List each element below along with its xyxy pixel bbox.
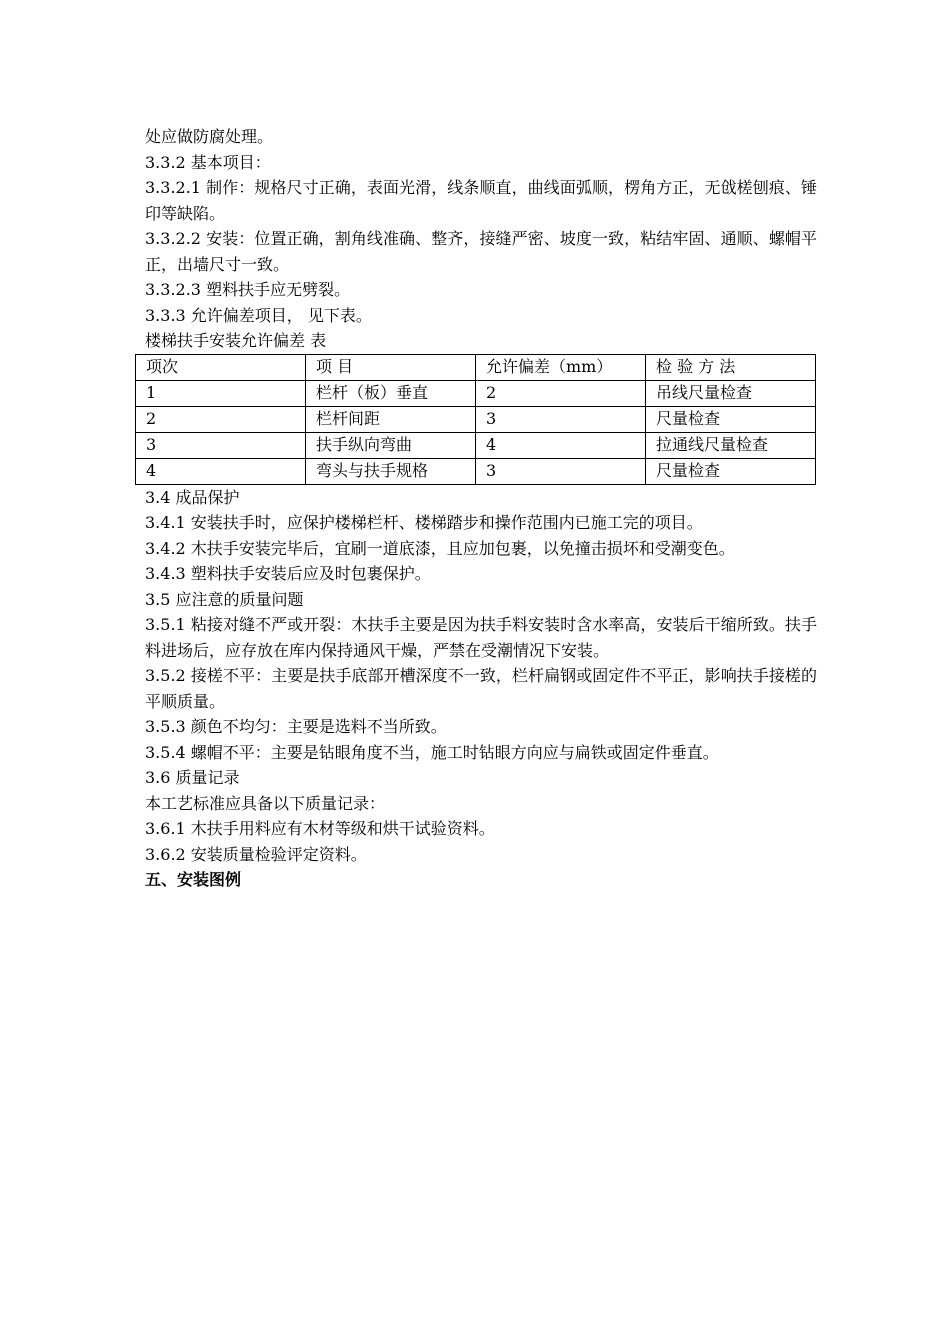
- paragraph: 3.3.2.2 安装：位置正确，割角线准确、整齐，接缝严密、坡度一致，粘结牢固、通顺、螺帽平正，出墙尺寸一致。: [145, 229, 817, 274]
- table-cell: 栏杆（板）垂直: [306, 380, 476, 406]
- paragraph: 3.6 质量记录: [145, 768, 240, 787]
- table-cell: 尺量检查: [646, 406, 816, 432]
- table-cell: 3: [476, 406, 646, 432]
- table-row: [136, 380, 816, 406]
- paragraph: 3.5 应注意的质量问题: [145, 589, 304, 609]
- paragraph: 3.5.3 颜色不均匀：主要是选料不当所致。: [145, 717, 447, 736]
- table-cell: 弯头与扶手规格: [306, 458, 476, 484]
- table-cell: 4: [476, 432, 646, 458]
- table-header-cell: 检 验 方 法: [646, 354, 816, 380]
- table-row: [136, 458, 816, 484]
- table-cell: 3: [476, 458, 646, 484]
- paragraph: 3.6.2 安装质量检验评定资料。: [145, 844, 367, 864]
- paragraph: 3.3.2.1 制作：规格尺寸正确，表面光滑，线条顺直，曲线面弧顺，楞角方正，无戗槎刨痕、锤印等缺陷。: [145, 178, 817, 223]
- table-cell: 2: [476, 380, 646, 406]
- table-row: [136, 432, 816, 458]
- paragraph: 3.5.2 接槎不平：主要是扶手底部开槽深度不一致，栏杆扁钢或固定件不平正，影响扶手接槎的平顺质量。: [145, 666, 817, 711]
- paragraph: 3.3.2.3 塑料扶手应无劈裂。: [145, 280, 351, 299]
- table-cell: 尺量检查: [646, 458, 816, 484]
- paragraph: 3.4 成品保护: [145, 487, 240, 507]
- paragraph: 3.3.2 基本项目：: [145, 152, 271, 172]
- table-cell: 拉通线尺量检查: [646, 432, 816, 458]
- paragraph: 3.5.1 粘接对缝不严或开裂：木扶手主要是因为扶手料安装时含水率高，安装后干缩所致。扶手料进场后，应存放在库内保持通风干燥，严禁在受潮情况下安装。: [145, 615, 817, 660]
- table-row: [136, 406, 816, 432]
- paragraph: 3.6.1 木扶手用料应有木材等级和烘干试验资料。: [145, 819, 495, 838]
- paragraph: 处应做防腐处理。: [145, 127, 274, 146]
- document-page: [145, 124, 817, 893]
- section-heading: 五、安装图例: [145, 870, 242, 889]
- paragraph: 3.3.3 允许偏差项目， 见下表。: [145, 305, 372, 325]
- paragraph: 3.5.4 螺帽不平：主要是钻眼角度不当，施工时钻眼方向应与扁铁或固定件垂直。: [145, 742, 719, 762]
- table-cell: 吊线尺量检查: [646, 380, 816, 406]
- paragraph: 本工艺标准应具备以下质量记录：: [145, 793, 386, 813]
- table-header-cell: 项次: [136, 354, 306, 380]
- table-header-cell: 项 目: [306, 354, 476, 380]
- table-cell: 1: [136, 380, 306, 406]
- table-cell: 扶手纵向弯曲: [306, 432, 476, 458]
- paragraph: 3.4.1 安装扶手时，应保护楼梯栏杆、楼梯踏步和操作范围内已施工完的项目。: [145, 513, 703, 532]
- table-cell: 2: [136, 406, 306, 432]
- table-caption: 楼梯扶手安装允许偏差 表: [145, 331, 327, 350]
- table-cell: 3: [136, 432, 306, 458]
- table-header-row: [136, 354, 816, 380]
- paragraph: 3.4.3 塑料扶手安装后应及时包裹保护。: [145, 564, 431, 583]
- table-header-cell: 允许偏差（mm）: [476, 354, 646, 380]
- deviation-table: [135, 354, 816, 485]
- table-cell: 栏杆间距: [306, 406, 476, 432]
- paragraph: 3.4.2 木扶手安装完毕后，宜刷一道底漆，且应加包裹，以免撞击损坏和受潮变色。: [145, 538, 735, 558]
- table-cell: 4: [136, 458, 306, 484]
